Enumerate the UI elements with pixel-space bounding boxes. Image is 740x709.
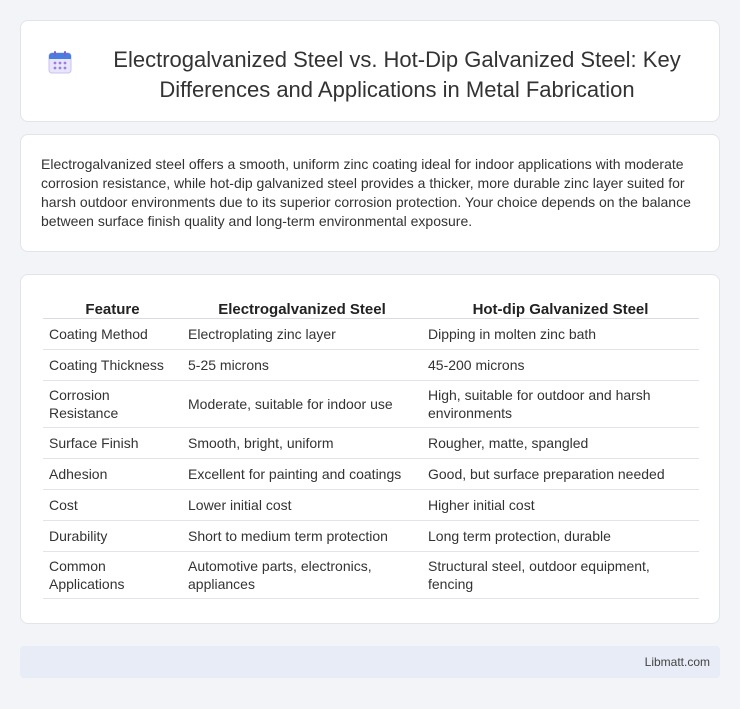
- table-cell: Higher initial cost: [422, 489, 699, 520]
- table-row: [43, 489, 699, 520]
- table-cell: Corrosion Resistance: [43, 380, 182, 427]
- table-row: [43, 551, 699, 598]
- title-card: [20, 20, 720, 122]
- comparison-card: [20, 274, 720, 624]
- table-row: [43, 318, 699, 349]
- table-row: [43, 349, 699, 380]
- table-row: [43, 380, 699, 427]
- table-row: [43, 520, 699, 551]
- table-cell: Cost: [43, 489, 182, 520]
- footer-bar: [20, 646, 720, 678]
- table-cell: Good, but surface preparation needed: [422, 458, 699, 489]
- table-cell: Lower initial cost: [182, 489, 422, 520]
- table-cell: Short to medium term protection: [182, 520, 422, 551]
- table-cell: Moderate, suitable for indoor use: [182, 380, 422, 427]
- table-cell: Electroplating zinc layer: [182, 318, 422, 349]
- table-row: [43, 427, 699, 458]
- table-cell: 5-25 microns: [182, 349, 422, 380]
- comparison-table: [43, 297, 699, 599]
- table-cell: Structural steel, outdoor equipment, fencing: [422, 551, 699, 598]
- table-cell: Long term protection, durable: [422, 520, 699, 551]
- header-electrogalvanized: Electrogalvanized Steel: [182, 297, 422, 318]
- table-cell: Smooth, bright, uniform: [182, 427, 422, 458]
- footer-brand[interactable]: Libmatt.com: [644, 655, 710, 669]
- table-cell: Automotive parts, electronics, appliances: [182, 551, 422, 598]
- table-cell: Coating Method: [43, 318, 182, 349]
- header-hot-dip: Hot-dip Galvanized Steel: [422, 297, 699, 318]
- table-row: [43, 458, 699, 489]
- summary-card: [20, 134, 720, 252]
- table-cell: Adhesion: [43, 458, 182, 489]
- header-feature: Feature: [43, 297, 182, 318]
- summary-paragraph: Electrogalvanized steel offers a smooth, uniform zinc coating ideal for indoor applications with moderate corrosion resistance, while hot-dip galvanized steel provides a thicker, more durable zinc layer suited for harsh outdoor environments due to its superior corrosion protection. Your choice depends on the balance between surface finish quality and long-term environmental exposure.: [41, 156, 691, 229]
- table-cell: Rougher, matte, spangled: [422, 427, 699, 458]
- table-cell: 45-200 microns: [422, 349, 699, 380]
- page-title: Electrogalvanized Steel vs. Hot-Dip Galvanized Steel: Key Differences and Applications in Metal Fabrication: [113, 47, 681, 102]
- table-cell: Coating Thickness: [43, 349, 182, 380]
- table-cell: Common Applications: [43, 551, 182, 598]
- table-cell: Dipping in molten zinc bath: [422, 318, 699, 349]
- table-cell: Durability: [43, 520, 182, 551]
- table-cell: Surface Finish: [43, 427, 182, 458]
- table-header-row: [43, 297, 699, 318]
- table-cell: High, suitable for outdoor and harsh environments: [422, 380, 699, 427]
- table-cell: Excellent for painting and coatings: [182, 458, 422, 489]
- calendar-icon: [47, 49, 73, 75]
